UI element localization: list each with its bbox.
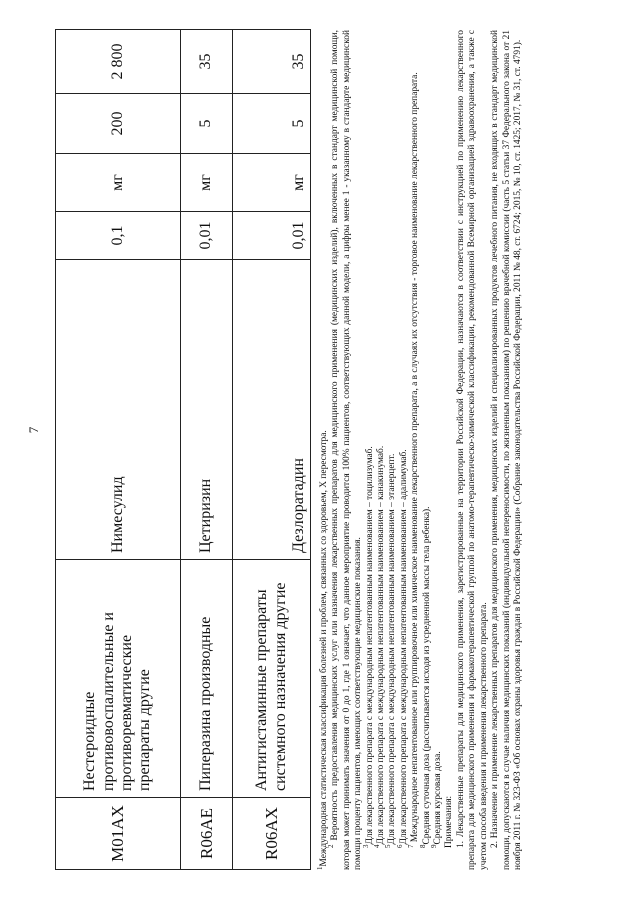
notes-heading: Примечания:	[444, 795, 455, 848]
footnote: $^1$Международная статистическая классификация болезней и проблем, связанных со здоровьем, X пересмотра.	[315, 430, 329, 870]
atc-code: M01AX	[56, 798, 181, 870]
footnote: $^9$Средняя курсовая доза.	[429, 751, 444, 848]
table-row	[56, 30, 181, 870]
footnote: $^5$Для лекарственного препарата с международным непатентованным наименованием – этанерцепт.	[384, 453, 398, 848]
unit-value: мг	[56, 154, 181, 212]
drug-table	[55, 29, 311, 870]
unit-value: мг	[181, 154, 233, 212]
atc-group: Нестероидные противовоспалительные и противоревматические препараты другие	[56, 560, 181, 798]
note-item: 1. Лекарственные препараты для медицинского применения, зарегистрированные на территории Российской Федерации, назначаются в соответствии с инструкцией по применению лекарственного препарата для медицинского применения и фармакотерапевтической группой по анатомо-терапевтическо-химической классификации, рекомендованной Всемирной организацией здравоохранения, а также с учетом способа введения и применения лекарственного препарата.	[455, 30, 489, 870]
probability-value: 0,01	[233, 212, 311, 260]
footnote: $^2$ Вероятность предоставления медицинских услуг или назначения лекарственных препаратов для медицинского применения (медицинских изделий), включенных в стандарт медицинской помощи, которая может принимать значения от 0 до 1, где 1 означает, что данное мероприятие проводится 100% пациентов, соответствующих данной модели, а цифры менее 1 - указанному в стандарте медицинской помощи проценту пациентов, имеющих соответствующие медицинские показания.	[327, 30, 364, 870]
course-dose: 2 800	[56, 30, 181, 94]
atc-group: Пиперазина производные	[181, 560, 233, 798]
unit-value: мг	[233, 154, 311, 212]
drug-name: Дезлоратадин	[233, 260, 311, 560]
atc-code: R06AE	[181, 798, 233, 870]
daily-dose: 5	[233, 94, 311, 154]
atc-group: Антигистаминные препараты системного назначения другие	[233, 560, 311, 798]
daily-dose: 5	[181, 94, 233, 154]
probability-value: 0,1	[56, 212, 181, 260]
footnote: $^7$ Международное непатентованное или группировочное или химическое наименование лекарственного препарата, а в случаях их отсутствия - торговое наименование лекарственного препарата.	[407, 72, 421, 848]
rotated-content	[55, 30, 575, 870]
page-number: 7	[26, 426, 41, 434]
course-dose: 35	[181, 30, 233, 94]
table-row	[181, 30, 233, 870]
note-item: 2. Назначение и применение лекарственных препаратов для медицинского применения, медицинских изделий и специализированных продуктов лечебного питания, не входящих в стандарт медицинской помощи, допускаются в случае наличия медицинских показаний (индивидуальной непереносимости, по жизненным показаниям) по решению врачебной комиссии (часть 5 статьи 37 Федерального закона от 21 ноября 2011 г. № 323-ФЗ «Об основах охраны здоровья граждан в Российской Федерации» (Собрание законодательства Российской Федерации, 2011 № 48, ст. 6724; 2015, № 10, ст. 1425; 2017, № 31, ст. 4791).	[490, 30, 523, 870]
atc-code: R06AX	[233, 798, 311, 870]
table-row	[233, 30, 311, 870]
daily-dose: 200	[56, 94, 181, 154]
course-dose: 35	[233, 30, 311, 94]
drug-name: Цетиризин	[181, 260, 233, 560]
footnote: $^8$Средняя суточная доза (рассчитывается исходя из усредненной массы тела ребенка).	[418, 506, 432, 848]
drug-name: Нимесулид	[56, 260, 181, 560]
footnote: $^3$Для лекарственного препарата с международным непатентованным наименованием – тоцилизумаб.	[361, 446, 375, 848]
footnote: $^6$Для лекарственного препарата с международным непатентованным наименованием – адалимумаб.	[395, 449, 409, 848]
footnotes-block	[315, 30, 524, 870]
footnote: $^4$Для лекарственного препарата с международным непатентованным наименованием – канакинумаб.	[372, 445, 387, 848]
probability-value: 0,01	[181, 212, 233, 260]
